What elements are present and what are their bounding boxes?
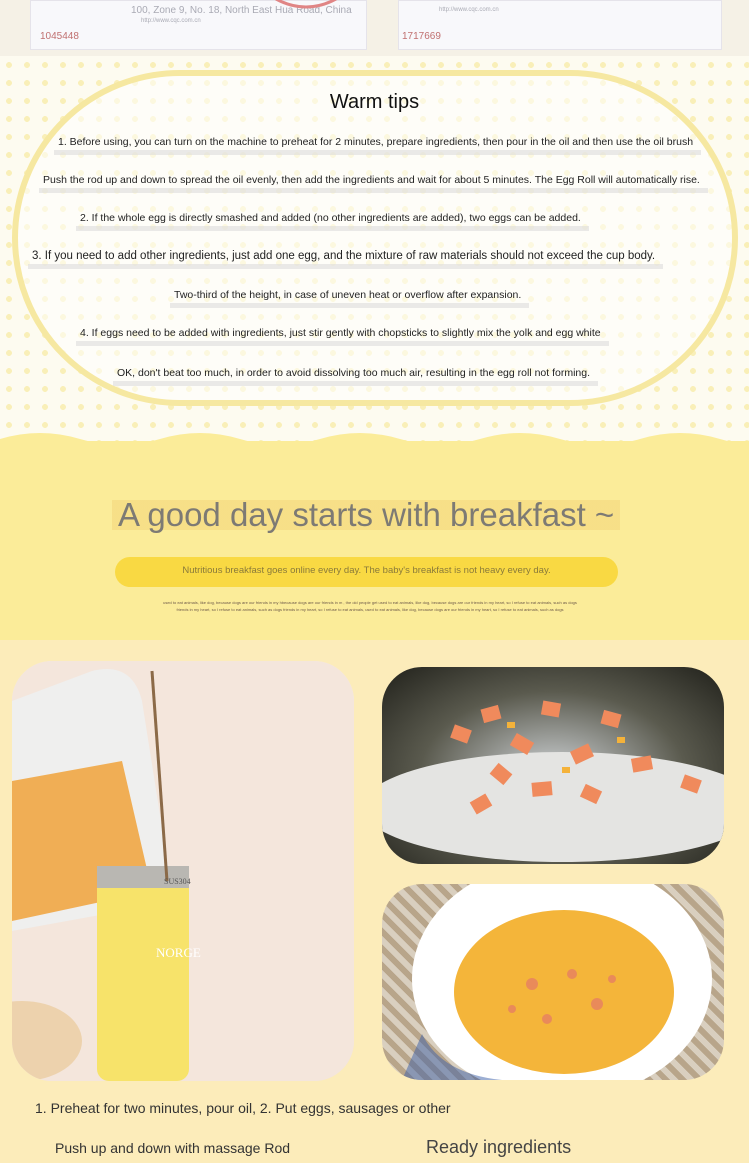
pouring-oil-photo (12, 661, 354, 1081)
tip-line-1: 1. Before using, you can turn on the machine to preheat for 2 minutes, prepare ingredients, then pour in the oil and then use the oil brush (58, 136, 694, 148)
tip-line-3: 2. If the whole egg is directly smashed and added (no other ingredients are added), two eggs can be added. (80, 212, 581, 224)
certificate-address: 100, Zone 9, No. 18, North East Hua Road, China (131, 5, 352, 16)
step-line-1: 1. Preheat for two minutes, pour oil, 2. Put eggs, sausages or other (35, 1100, 451, 1116)
tip-line-5: Two-third of the height, in case of uneven heat or overflow after expansion. (174, 289, 522, 301)
breakfast-banner (0, 441, 749, 661)
banner-subline-pill (115, 557, 618, 587)
warm-tips-title: Warm tips (329, 91, 420, 113)
tip-line-6: 4. If eggs need to be added with ingredients, just stir gently with chopsticks to slightly mix the yolk and egg white (80, 327, 601, 339)
certificate-number-left: 1045448 (40, 31, 79, 42)
step-line-2: Push up and down with massage Rod (55, 1140, 291, 1156)
beaten-egg-bowl-photo (382, 884, 724, 1080)
fine-print-2: friends in my heart, so I refuse to eat animals, such as dogs friends in my heart, so I refuse to eat animals, used to eat animals, like dog, because dogs are our friends in my heart, so I refuse to eat animals, such as dogs (176, 607, 564, 612)
cup-steel-label: SUS304 (164, 877, 191, 886)
wave-divider (0, 415, 749, 455)
banner-headline: A good day starts with breakfast ~ (112, 496, 620, 534)
tip-line-7: OK, don't beat too much, in order to avoid dissolving too much air, resulting in the egg roll not forming. (117, 367, 591, 379)
certificate-number-right: 1717669 (402, 31, 441, 42)
tip-line-2: Push the rod up and down to spread the oil evenly, then add the ingredients and wait for about 5 minutes. The Egg Roll will automatically rise. (43, 174, 700, 186)
egg-bowl-illustration (382, 884, 724, 1080)
diced-sausage-illustration (382, 667, 724, 864)
certificate-strip (0, 0, 749, 60)
certificate-seal-icon (271, 0, 341, 11)
certificate-url-right: http://www.cqc.com.cn (439, 7, 499, 13)
warm-tips-card (12, 70, 738, 406)
cup-brand-logo: NORGE (156, 945, 201, 960)
certificate-right (398, 0, 722, 50)
fine-print-1: used to eat animals, like dog, because dogs are our friends in my hbecause dogs are our friends in m , the old people get used to eat animals, like dog, because dogs are our friends in my heart, so I refuse to eat animals, such as dogs (163, 600, 577, 605)
ready-ingredients-caption: Ready ingredients (426, 1137, 572, 1157)
tip-line-4: 3. If you need to add other ingredients, just add one egg, and the mixture of raw materials should not exceed the cup body. (32, 250, 656, 262)
diced-sausage-photo (382, 667, 724, 864)
certificate-left (30, 0, 367, 50)
oil-and-cup-illustration (12, 661, 354, 1081)
certificate-url-left: http://www.cqc.com.cn (141, 18, 201, 24)
banner-subline: Nutritious breakfast goes online every day. The baby's breakfast is not heavy every day. (182, 565, 551, 576)
